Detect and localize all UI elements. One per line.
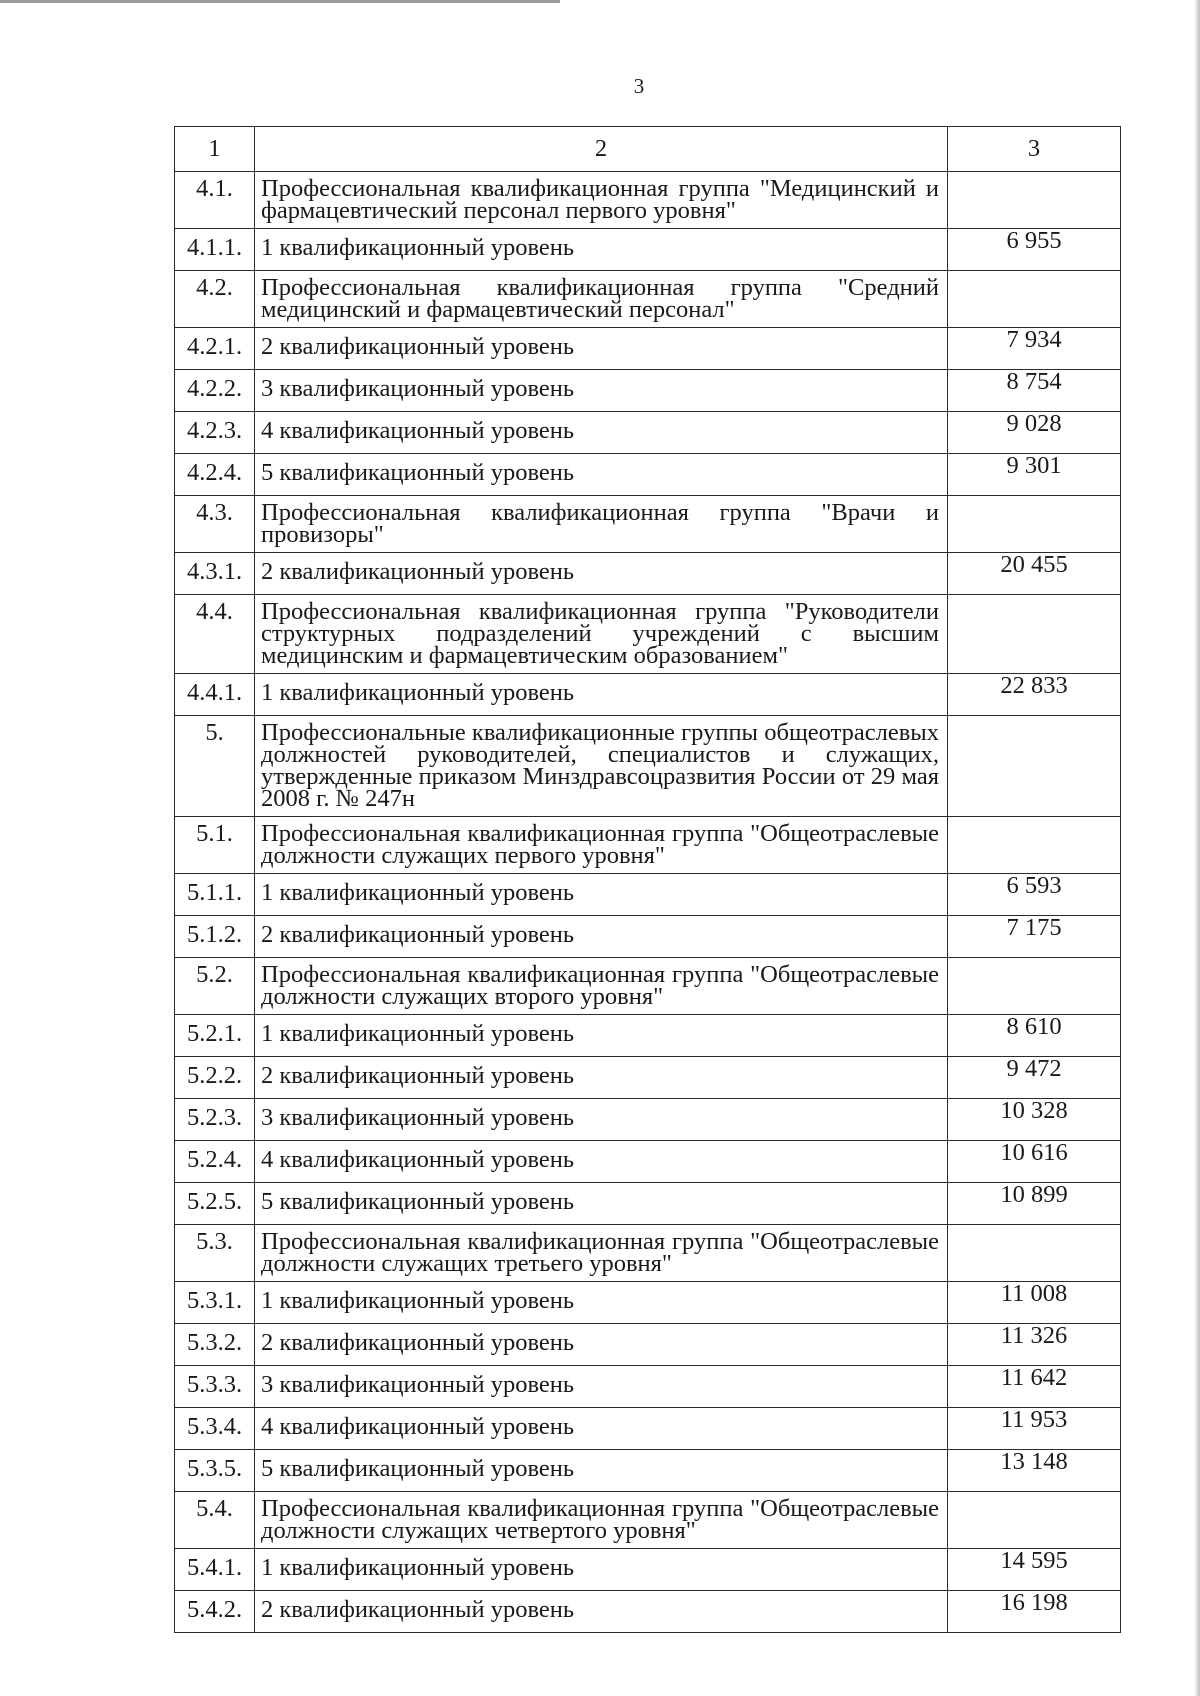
row-number: 5.4.2. xyxy=(175,1591,255,1633)
level-row xyxy=(175,1282,1121,1324)
group-row xyxy=(175,271,1121,328)
row-number: 4.2.2. xyxy=(175,370,255,412)
row-number: 4.4.1. xyxy=(175,674,255,716)
level-row xyxy=(175,454,1121,496)
salary-value xyxy=(948,1492,1121,1549)
level-row xyxy=(175,1141,1121,1183)
group-row xyxy=(175,958,1121,1015)
row-number: 5.1. xyxy=(175,817,255,874)
row-number: 4.3.1. xyxy=(175,553,255,595)
row-number: 4.3. xyxy=(175,496,255,553)
salary-value: 6 593 xyxy=(948,874,1121,916)
group-name: Профессиональная квалификационная группа "Общеотраслевые должности служащих первого уровня" xyxy=(255,817,948,874)
level-name: 3 квалификационный уровень xyxy=(255,1366,948,1408)
group-row xyxy=(175,1492,1121,1549)
row-number: 5.3.4. xyxy=(175,1408,255,1450)
page-number: 3 xyxy=(633,74,645,98)
scan-edge-right xyxy=(1194,0,1200,1696)
row-number: 5.2.3. xyxy=(175,1099,255,1141)
salary-value: 20 455 xyxy=(948,553,1121,595)
salary-table xyxy=(174,126,1121,1633)
salary-value: 8 754 xyxy=(948,370,1121,412)
level-row xyxy=(175,1057,1121,1099)
row-number: 5.1.1. xyxy=(175,874,255,916)
level-name: 1 квалификационный уровень xyxy=(255,1282,948,1324)
header-col-1: 1 xyxy=(175,127,255,172)
group-row xyxy=(175,1225,1121,1282)
salary-value: 10 616 xyxy=(948,1141,1121,1183)
row-number: 4.1.1. xyxy=(175,229,255,271)
row-number: 4.2. xyxy=(175,271,255,328)
row-number: 5.2.5. xyxy=(175,1183,255,1225)
level-name: 5 квалификационный уровень xyxy=(255,1183,948,1225)
header-col-2: 2 xyxy=(255,127,948,172)
level-row xyxy=(175,1450,1121,1492)
salary-value: 11 642 xyxy=(948,1366,1121,1408)
level-row xyxy=(175,874,1121,916)
group-row xyxy=(175,817,1121,874)
row-number: 5.4.1. xyxy=(175,1549,255,1591)
level-name: 2 квалификационный уровень xyxy=(255,1324,948,1366)
group-row xyxy=(175,172,1121,229)
table-body xyxy=(175,172,1121,1633)
group-name: Профессиональная квалификационная группа "Общеотраслевые должности служащих третьего уровня" xyxy=(255,1225,948,1282)
level-name: 2 квалификационный уровень xyxy=(255,1591,948,1633)
level-row xyxy=(175,1408,1121,1450)
salary-value: 8 610 xyxy=(948,1015,1121,1057)
group-row xyxy=(175,595,1121,674)
level-row xyxy=(175,1015,1121,1057)
level-row xyxy=(175,229,1121,271)
row-number: 4.2.4. xyxy=(175,454,255,496)
level-name: 2 квалификационный уровень xyxy=(255,1057,948,1099)
group-row xyxy=(175,496,1121,553)
row-number: 5.2.2. xyxy=(175,1057,255,1099)
level-row xyxy=(175,553,1121,595)
level-row xyxy=(175,674,1121,716)
level-name: 1 квалификационный уровень xyxy=(255,1015,948,1057)
scan-edge-top xyxy=(0,0,560,3)
group-row xyxy=(175,716,1121,817)
group-name: Профессиональная квалификационная группа "Медицинский и фармацевтический персонал первого уровня" xyxy=(255,172,948,229)
group-name: Профессиональные квалификационные группы общеотраслевых должностей руководителей, специалистов и служащих, утвержденные приказом Минздравсоцразвития России от 29 мая 2008 г. № 247н xyxy=(255,716,948,817)
salary-value: 10 328 xyxy=(948,1099,1121,1141)
level-name: 3 квалификационный уровень xyxy=(255,370,948,412)
group-name: Профессиональная квалификационная группа "Общеотраслевые должности служащих четвертого уровня" xyxy=(255,1492,948,1549)
salary-value xyxy=(948,958,1121,1015)
level-row xyxy=(175,1549,1121,1591)
group-name: Профессиональная квалификационная группа "Врачи и провизоры" xyxy=(255,496,948,553)
salary-value: 14 595 xyxy=(948,1549,1121,1591)
salary-value: 7 934 xyxy=(948,328,1121,370)
level-name: 1 квалификационный уровень xyxy=(255,1549,948,1591)
level-row xyxy=(175,328,1121,370)
level-name: 5 квалификационный уровень xyxy=(255,454,948,496)
salary-value: 7 175 xyxy=(948,916,1121,958)
level-row xyxy=(175,412,1121,454)
level-row xyxy=(175,1366,1121,1408)
header-col-3: 3 xyxy=(948,127,1121,172)
level-name: 1 квалификационный уровень xyxy=(255,229,948,271)
salary-value xyxy=(948,496,1121,553)
level-name: 1 квалификационный уровень xyxy=(255,674,948,716)
group-name: Профессиональная квалификационная группа "Общеотраслевые должности служащих второго уровня" xyxy=(255,958,948,1015)
row-number: 5.3.2. xyxy=(175,1324,255,1366)
row-number: 4.2.3. xyxy=(175,412,255,454)
salary-value: 11 953 xyxy=(948,1408,1121,1450)
group-name: Профессиональная квалификационная группа "Руководители структурных подразделений учреждений с высшим медицинским и фармацевтическим образованием" xyxy=(255,595,948,674)
salary-value: 13 148 xyxy=(948,1450,1121,1492)
level-name: 4 квалификационный уровень xyxy=(255,1141,948,1183)
level-name: 5 квалификационный уровень xyxy=(255,1450,948,1492)
salary-value: 11 008 xyxy=(948,1282,1121,1324)
level-row xyxy=(175,370,1121,412)
row-number: 5.3.5. xyxy=(175,1450,255,1492)
salary-value xyxy=(948,271,1121,328)
salary-value xyxy=(948,716,1121,817)
level-name: 2 квалификационный уровень xyxy=(255,553,948,595)
row-number: 5.3. xyxy=(175,1225,255,1282)
level-row xyxy=(175,1099,1121,1141)
level-row xyxy=(175,1324,1121,1366)
row-number: 4.2.1. xyxy=(175,328,255,370)
row-number: 5.2.4. xyxy=(175,1141,255,1183)
row-number: 5.2.1. xyxy=(175,1015,255,1057)
level-row xyxy=(175,916,1121,958)
salary-value: 9 028 xyxy=(948,412,1121,454)
salary-value xyxy=(948,817,1121,874)
row-number: 4.1. xyxy=(175,172,255,229)
salary-value: 11 326 xyxy=(948,1324,1121,1366)
level-name: 3 квалификационный уровень xyxy=(255,1099,948,1141)
salary-value: 9 472 xyxy=(948,1057,1121,1099)
row-number: 5.2. xyxy=(175,958,255,1015)
row-number: 4.4. xyxy=(175,595,255,674)
group-name: Профессиональная квалификационная группа "Средний медицинский и фармацевтический персонал" xyxy=(255,271,948,328)
level-row xyxy=(175,1183,1121,1225)
row-number: 5.4. xyxy=(175,1492,255,1549)
row-number: 5.1.2. xyxy=(175,916,255,958)
row-number: 5.3.1. xyxy=(175,1282,255,1324)
level-name: 2 квалификационный уровень xyxy=(255,328,948,370)
salary-value: 22 833 xyxy=(948,674,1121,716)
salary-value: 16 198 xyxy=(948,1591,1121,1633)
salary-value: 9 301 xyxy=(948,454,1121,496)
salary-value: 10 899 xyxy=(948,1183,1121,1225)
row-number: 5.3.3. xyxy=(175,1366,255,1408)
table-header xyxy=(175,127,1121,172)
salary-value xyxy=(948,1225,1121,1282)
level-name: 2 квалификационный уровень xyxy=(255,916,948,958)
level-row xyxy=(175,1591,1121,1633)
level-name: 4 квалификационный уровень xyxy=(255,1408,948,1450)
header-row xyxy=(175,127,1121,172)
salary-value xyxy=(948,172,1121,229)
row-number: 5. xyxy=(175,716,255,817)
salary-value xyxy=(948,595,1121,674)
level-name: 4 квалификационный уровень xyxy=(255,412,948,454)
salary-value: 6 955 xyxy=(948,229,1121,271)
level-name: 1 квалификационный уровень xyxy=(255,874,948,916)
